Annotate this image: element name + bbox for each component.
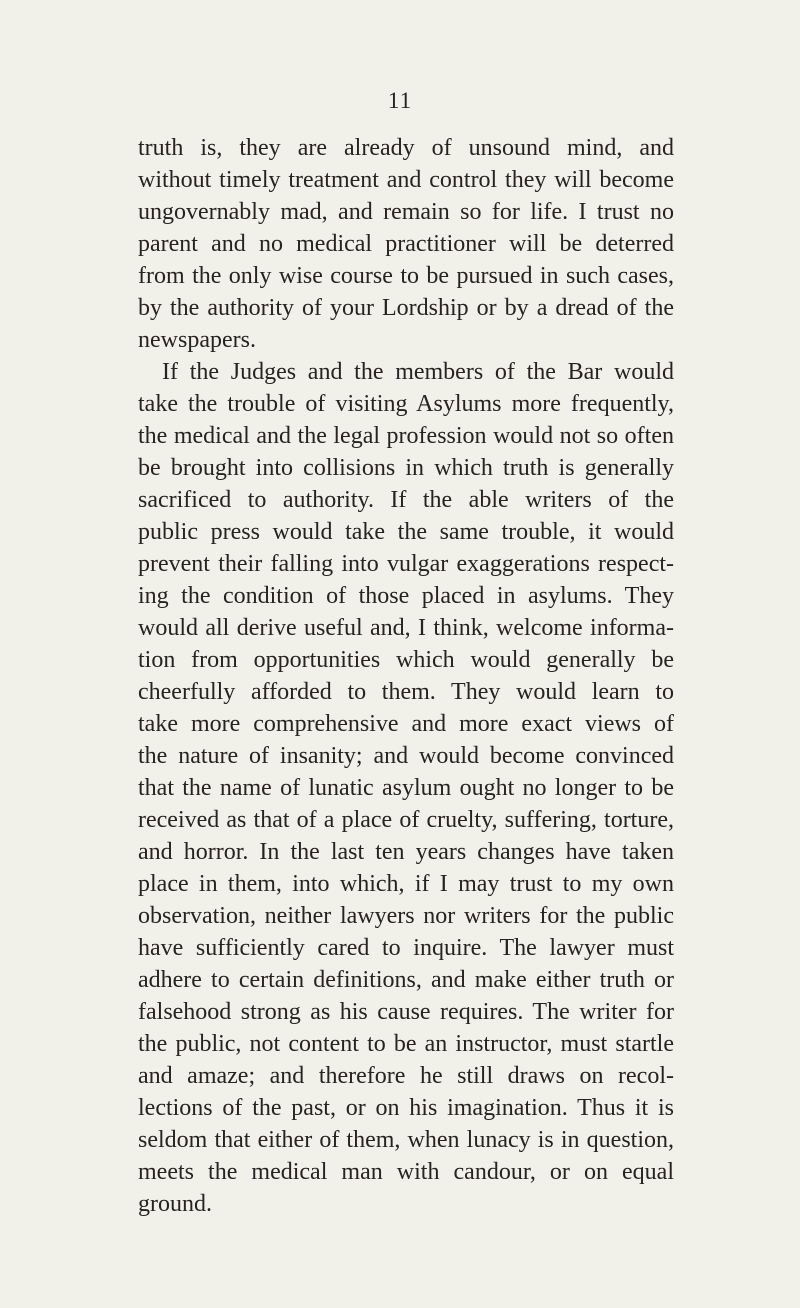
text-line: that the name of lunatic asylum ought no longer to be <box>138 775 674 801</box>
text-line: and horror. In the last ten years changes have taken <box>138 839 674 865</box>
text-line: without timely treatment and control they will become <box>138 167 674 193</box>
text-line: cheerfully afforded to them. They would learn to <box>138 679 674 705</box>
text-line: the nature of insanity; and would become convinced <box>138 743 674 769</box>
text-line: prevent their falling into vulgar exaggerations respect- <box>138 551 674 577</box>
text-line: sacrificed to authority. If the able writers of the <box>138 487 674 513</box>
text-line: ing the condition of those placed in asylums. They <box>138 583 674 609</box>
text-line: public press would take the same trouble, it would <box>138 519 674 545</box>
text-line: by the authority of your Lordship or by a dread of the <box>138 295 674 321</box>
text-line: received as that of a place of cruelty, suffering, torture, <box>138 807 674 833</box>
text-line: the medical and the legal profession would not so often <box>138 423 674 449</box>
text-line: falsehood strong as his cause requires. The writer for <box>138 999 674 1025</box>
text-line: place in them, into which, if I may trust to my own <box>138 871 674 897</box>
text-line: and amaze; and therefore he still draws on recol- <box>138 1063 674 1089</box>
text-line: ungovernably mad, and remain so for life. I trust no <box>138 199 674 225</box>
text-line: would all derive useful and, I think, welcome informa- <box>138 615 674 641</box>
paragraph-1 <box>138 132 674 356</box>
page-number: 11 <box>387 88 413 113</box>
text-line: If the Judges and the members of the Bar would <box>162 359 674 385</box>
text-line: observation, neither lawyers nor writers for the public <box>138 903 674 929</box>
text-line: truth is, they are already of unsound mind, and <box>138 135 674 161</box>
text-line: tion from opportunities which would generally be <box>138 647 674 673</box>
text-line: from the only wise course to be pursued in such cases, <box>138 263 674 289</box>
text-line: newspapers. <box>138 327 256 353</box>
text-line: lections of the past, or on his imagination. Thus it is <box>138 1095 674 1121</box>
text-line: meets the medical man with candour, or on equal <box>138 1159 674 1185</box>
text-line: ground. <box>138 1191 212 1217</box>
text-line: have sufficiently cared to inquire. The lawyer must <box>138 935 674 961</box>
text-line: take the trouble of visiting Asylums more frequently, <box>138 391 674 417</box>
text-line: adhere to certain definitions, and make either truth or <box>138 967 674 993</box>
text-line: parent and no medical practitioner will be deterred <box>138 231 674 257</box>
text-line: the public, not content to be an instructor, must startle <box>138 1031 674 1057</box>
text-line: take more comprehensive and more exact views of <box>138 711 674 737</box>
body-text <box>138 132 674 1220</box>
paragraph-2 <box>138 356 674 1220</box>
text-line: be brought into collisions in which truth is generally <box>138 455 674 481</box>
text-line: seldom that either of them, when lunacy is in question, <box>138 1127 674 1153</box>
